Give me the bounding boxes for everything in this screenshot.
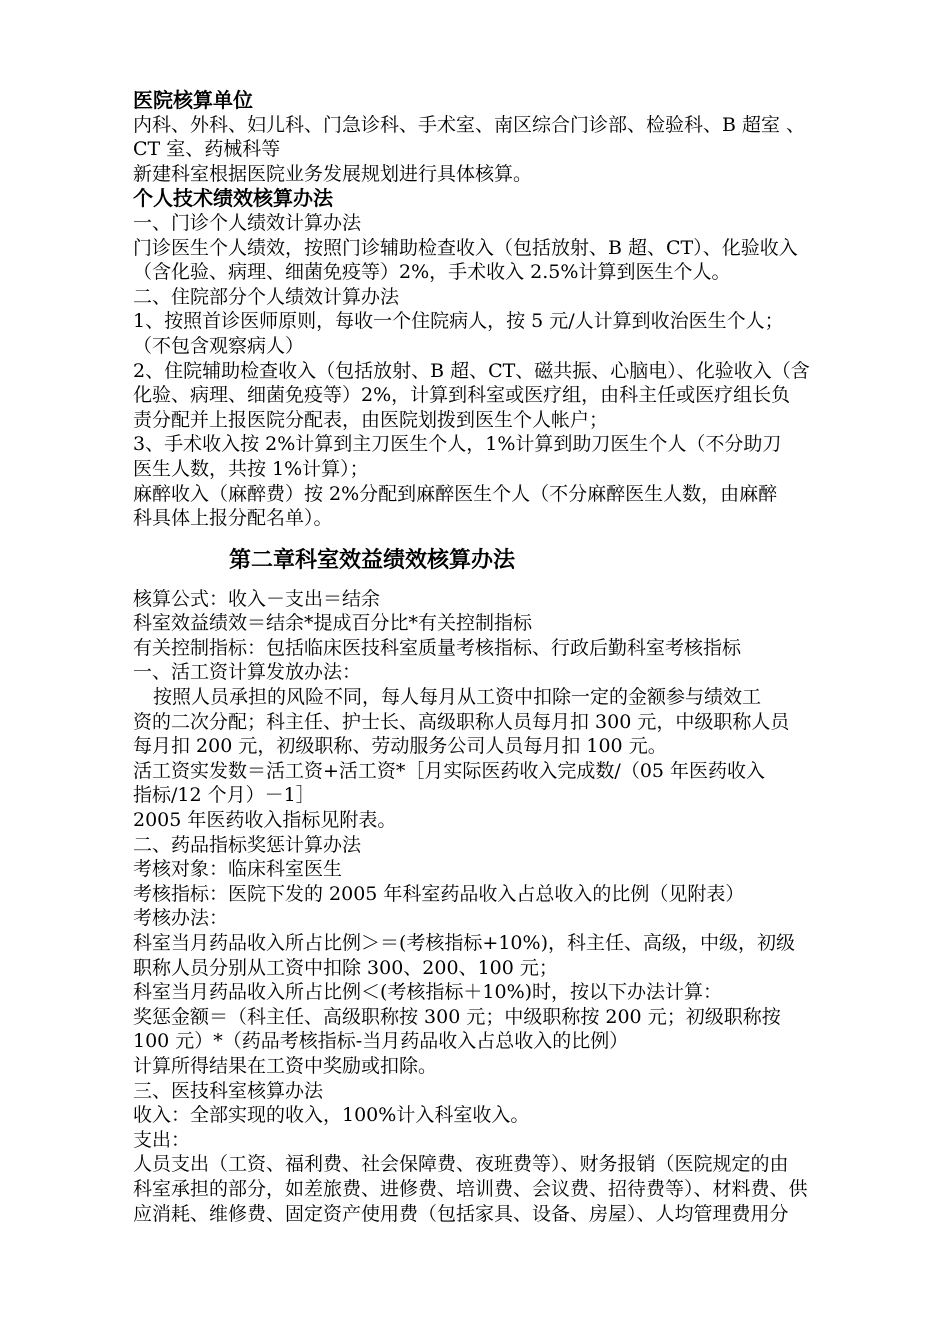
paragraph-line: 3、手术收入按 2%计算到主刀医生个人，1%计算到助刀医生个人（不分助刀 bbox=[133, 433, 782, 456]
paragraph-line: 2、住院辅助检查收入（包括放射、B 超、CT、磁共振、心脑电）、化验收入（含 bbox=[133, 359, 810, 382]
paragraph-line: 化验、病理、细菌免疫等）2%，计算到科室或医疗组，由科主任或医疗组长负 bbox=[133, 384, 791, 407]
document-body bbox=[133, 88, 868, 1226]
paragraph-line: 资的二次分配；科主任、护士长、高级职称人员每月扣 300 元，中级职称人员 bbox=[133, 710, 790, 733]
paragraph-line: 科具体上报分配名单）。 bbox=[133, 507, 333, 530]
paragraph-line: 二、住院部分个人绩效计算办法 bbox=[133, 285, 400, 308]
paragraph-line: （含化验、病理、细菌免疫等）2%，手术收入 2.5%计算到医生个人。 bbox=[133, 261, 731, 284]
paragraph-line: 活工资实发数＝活工资+活工资*［月实际医药收入完成数/（05 年医药收入 bbox=[133, 759, 766, 782]
chapter-title: 第二章科室效益绩效核算办法 bbox=[229, 546, 516, 573]
paragraph-line: 每月扣 200 元，初级职称、劳动服务公司人员每月扣 100 元。 bbox=[133, 735, 667, 758]
paragraph-line: 有关控制指标：包括临床医技科室质量考核指标、行政后勤科室考核指标 bbox=[133, 636, 742, 659]
paragraph-line: 麻醉收入（麻醉费）按 2%分配到麻醉医生个人（不分麻醉医生人数，由麻醉 bbox=[133, 482, 778, 505]
paragraph-line: 科室当月药品收入所占比例＜(考核指标＋10%)时，按以下办法计算： bbox=[133, 981, 723, 1004]
section-heading-accounting-units: 医院核算单位 bbox=[133, 88, 253, 112]
paragraph-line: 二、药品指标奖惩计算办法 bbox=[133, 833, 362, 856]
paragraph-line: 三、医技科室核算办法 bbox=[133, 1079, 324, 1102]
paragraph-line: 计算所得结果在工资中奖励或扣除。 bbox=[133, 1054, 438, 1077]
paragraph-line: 一、门诊个人绩效计算办法 bbox=[133, 211, 362, 234]
paragraph-line: 奖惩金额＝（科主任、高级职称按 300 元；中级职称按 200 元；初级职称按 bbox=[133, 1005, 781, 1028]
paragraph-line: 医生人数，共按 1%计算）； bbox=[133, 457, 369, 480]
paragraph-line: 1、按照首诊医师原则，每收一个住院病人，按 5 元/人计算到收治医生个人； bbox=[133, 310, 784, 333]
paragraph-line: 考核办法： bbox=[133, 907, 229, 930]
paragraph-line: 一、活工资计算发放办法： bbox=[133, 661, 362, 684]
paragraph-line: 科室承担的部分，如差旅费、进修费、培训费、会议费、招待费等）、材料费、供 bbox=[133, 1177, 808, 1200]
paragraph-line: 100 元）*（药品考核指标-当月药品收入占总收入的比例） bbox=[133, 1030, 629, 1053]
paragraph-line: 考核对象：临床科室医生 bbox=[133, 858, 343, 881]
section-heading-personal-performance: 个人技术绩效核算办法 bbox=[133, 186, 333, 211]
paragraph-line: 人员支出（工资、福利费、社会保障费、夜班费等）、财务报销（医院规定的由 bbox=[133, 1153, 789, 1176]
paragraph-line: 收入：全部实现的收入，100%计入科室收入。 bbox=[133, 1104, 530, 1127]
paragraph-line: 考核指标：医院下发的 2005 年科室药品收入占总收入的比例（见附表） bbox=[133, 882, 745, 905]
paragraph-line: 指标/12 个月）－1］ bbox=[133, 784, 315, 807]
paragraph-line: 2005 年医药收入指标见附表。 bbox=[133, 809, 397, 832]
paragraph-line: 支出： bbox=[133, 1128, 191, 1151]
paragraph-line: 责分配并上报医院分配表，由医院划拨到医生个人帐户； bbox=[133, 408, 609, 431]
paragraph-line: 内科、外科、妇儿科、门急诊科、手术室、南区综合门诊部、检验科、B 超室 、 bbox=[133, 113, 806, 136]
paragraph-line-indented: 按照人员承担的风险不同，每人每月从工资中扣除一定的金额参与绩效工 bbox=[153, 686, 762, 709]
paragraph-line: 核算公式：收入－支出＝结余 bbox=[133, 587, 381, 610]
paragraph-line: 职称人员分别从工资中扣除 300、200、100 元； bbox=[133, 956, 558, 979]
paragraph-line: 应消耗、维修费、固定资产使用费（包括家具、设备、房屋）、人均管理费用分 bbox=[133, 1202, 789, 1225]
paragraph-line: 新建科室根据医院业务发展规划进行具体核算。 bbox=[133, 162, 533, 185]
paragraph-line: CT 室、药械科等 bbox=[133, 138, 281, 161]
paragraph-line: （不包含观察病人） bbox=[133, 334, 305, 357]
paragraph-line: 门诊医生个人绩效，按照门诊辅助检查收入（包括放射、B 超、CT）、化验收入 bbox=[133, 236, 798, 259]
paragraph-line: 科室效益绩效＝结余*提成百分比*有关控制指标 bbox=[133, 612, 533, 635]
paragraph-line: 科室当月药品收入所占比例＞＝(考核指标+10%)，科主任、高级，中级，初级 bbox=[133, 932, 795, 954]
